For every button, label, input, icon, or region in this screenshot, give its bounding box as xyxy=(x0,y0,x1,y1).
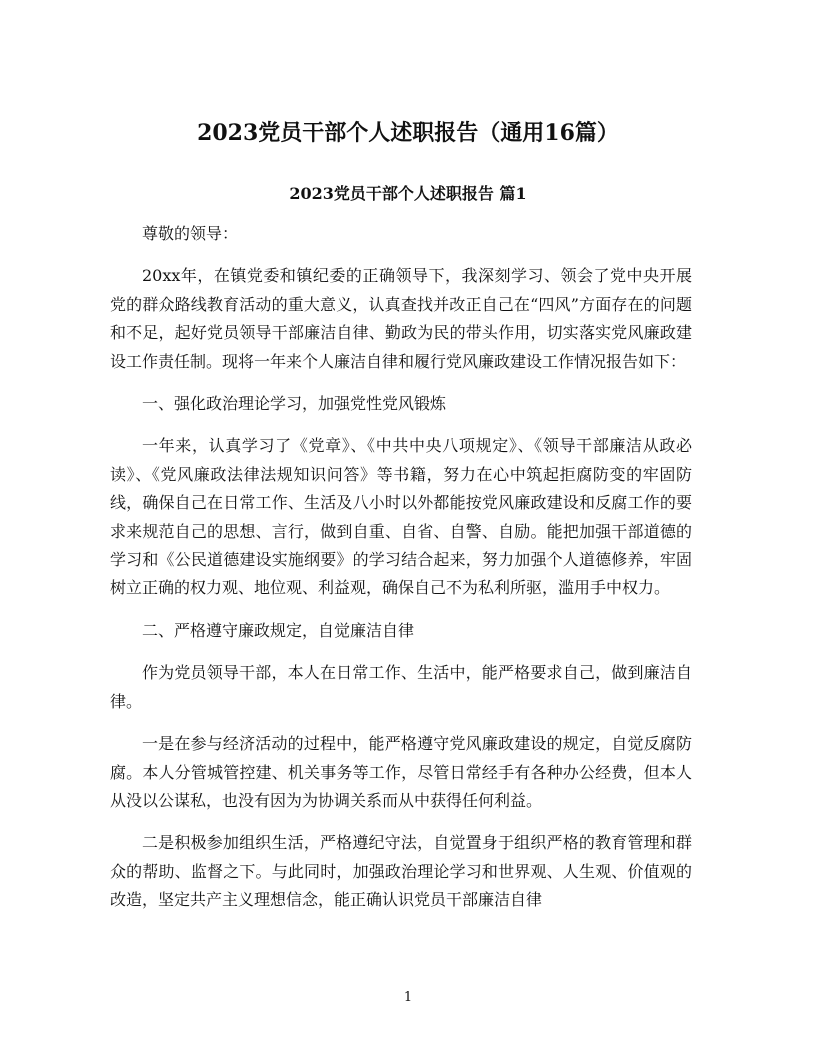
document-body xyxy=(110,220,692,929)
body-paragraph: 一年来，认真学习了《党章》、《中共中央八项规定》、《领导干部廉洁从政必读》、《党风廉政法律法规知识问答》等书籍，努力在心中筑起拒腐防变的牢固防线，确保自己在日常工作、生活及八小时以外都能按党风廉政建设和反腐工作的要求来规范自己的思想、言行，做到自重、自省、自警、自励。能把加强干部道德的学习和《公民道德建设实施纲要》的学习结合起来，努力加强个人道德修养，牢固树立正确的权力观、地位观、利益观，确保自己不为私利所驱，滥用手中权力。 xyxy=(110,436,692,598)
body-paragraph: 作为党员领导干部，本人在日常工作、生活中，能严格要求自己，做到廉洁自律。 xyxy=(110,663,692,711)
subheading-2: 二、严格遵守廉政规定，自觉廉洁自律 xyxy=(142,620,415,640)
subheading-1: 一、强化政治理论学习，加强党性党风锻炼 xyxy=(142,394,447,414)
body-paragraph: 一是在参与经济活动的过程中，能严格遵守党风廉政建设的规定，自觉反腐防腐。本人分管城管控建、机关事务等工作，尽管日常经手有各种办公经费，但本人从没以公谋私，也没有因为为协调关系而从中获得任何利益。 xyxy=(110,734,692,810)
section-heading: 2023党员干部个人述职报告 篇1 xyxy=(289,184,527,203)
salutation-paragraph: 尊敬的领导： xyxy=(142,224,239,243)
document-title: 2023党员干部个人述职报告（通用16篇） xyxy=(197,120,619,146)
body-paragraph: 二是积极参加组织生活，严格遵纪守法，自觉置身于组织严格的教育管理和群众的帮助、监督之下。与此同时，加强政治理论学习和世界观、人生观、价值观的改造，坚定共产主义理想信念，能正确认识党员干部廉洁自律 xyxy=(110,833,692,910)
page-number: 1 xyxy=(403,990,413,1005)
intro-paragraph: 20xx年，在镇党委和镇纪委的正确领导下，我深刻学习、领会了党中央开展党的群众路线教育活动的重大意义，认真查找并改正自己在“四风”方面存在的问题和不足，起好党员领导干部廉洁自律、勤政为民的带头作用，切实落实党风廉政建设工作责任制。现将一年来个人廉洁自律和履行党风廉政建设工作情况报告如下： xyxy=(110,266,692,371)
